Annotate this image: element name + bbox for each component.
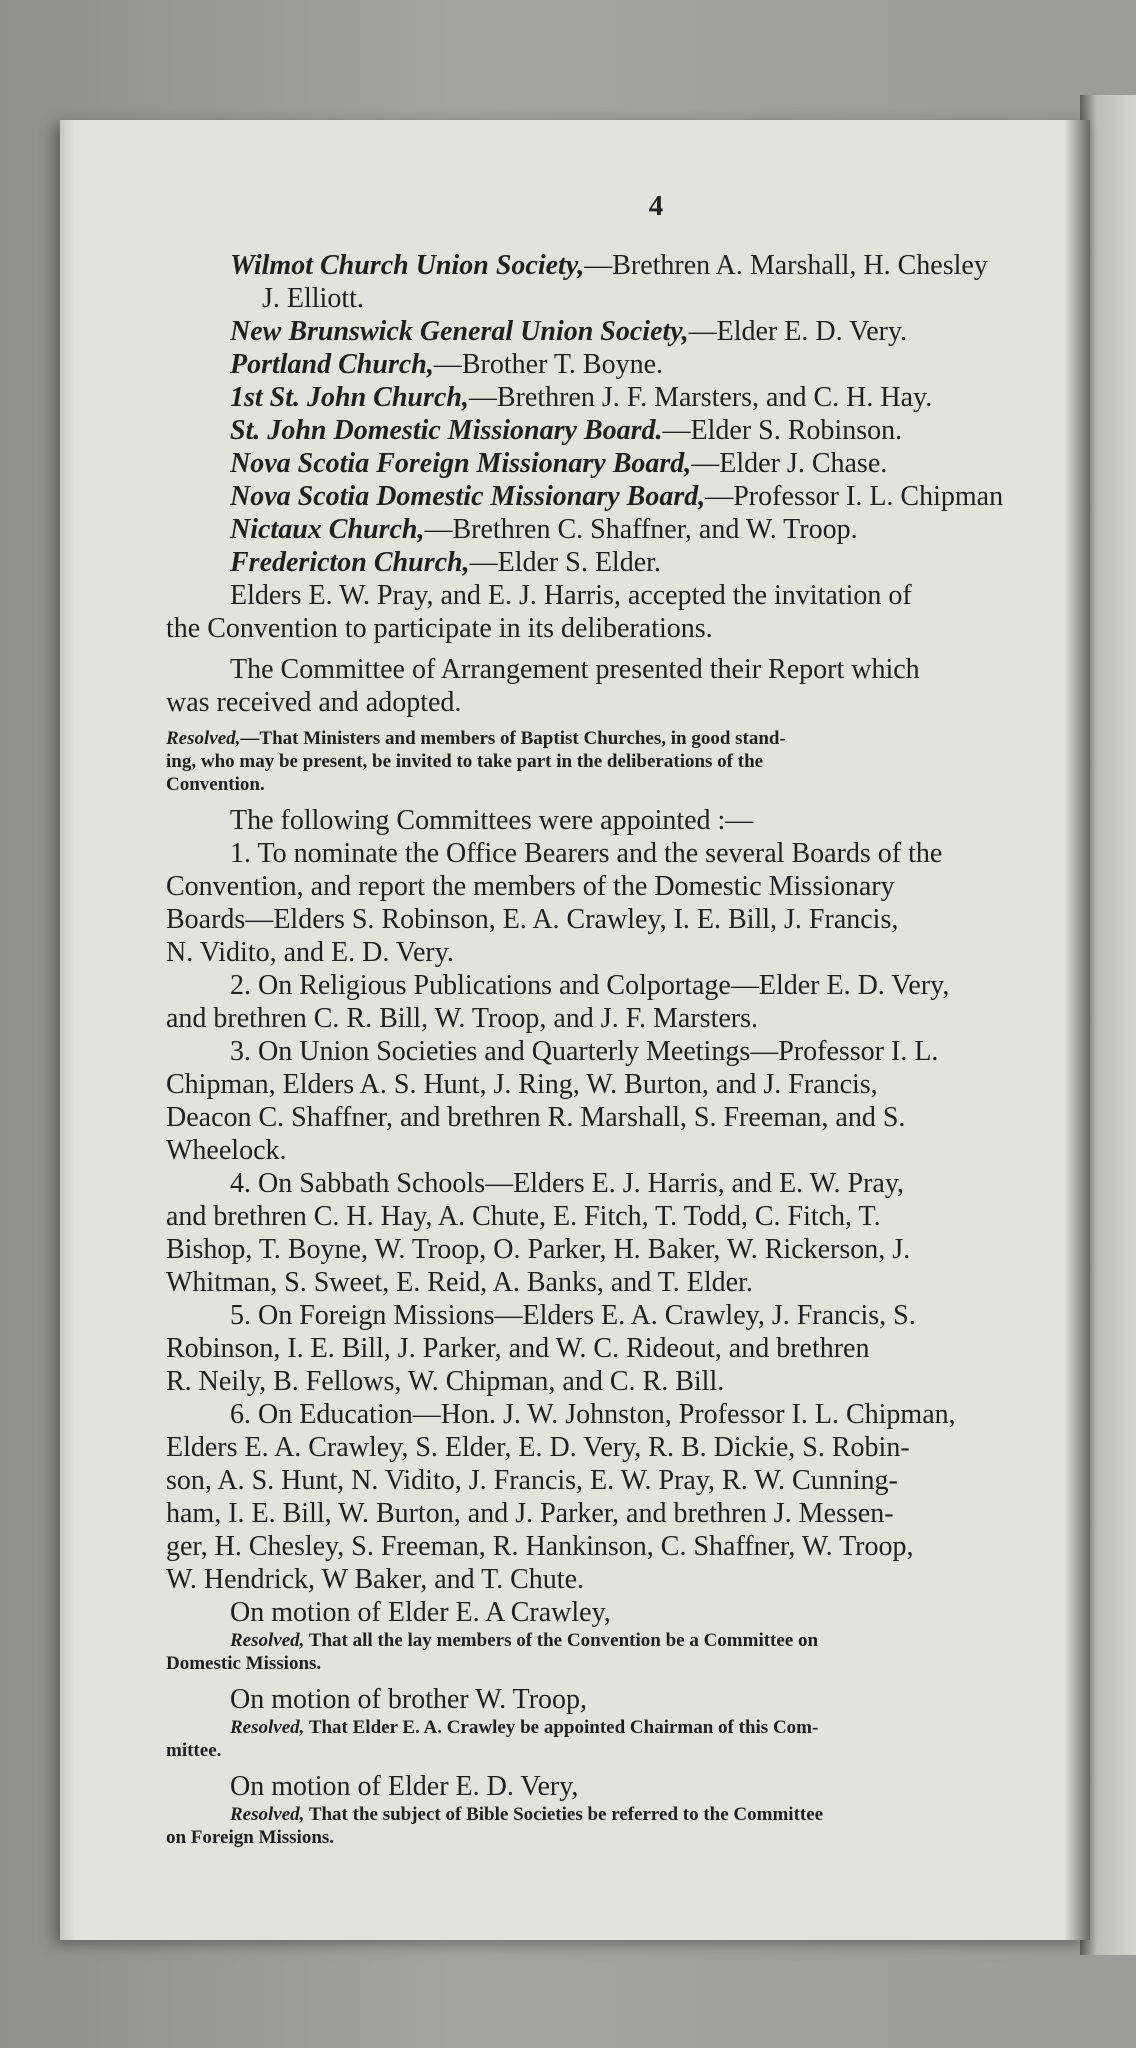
committee-line: Bishop, T. Boyne, W. Troop, O. Parker, H. Baker, W. Rickerson, J. — [166, 1234, 911, 1265]
motion-line: On motion of Elder E. D. Very, — [230, 1771, 579, 1802]
delegate-line: 1st St. John Church,—Brethren J. F. Marsters, and C. H. Hay. — [230, 382, 933, 413]
resolution-line: Resolved, That Elder E. A. Crawley be appointed Chairman of this Com- — [230, 1717, 819, 1738]
committees-intro: The following Committees were appointed :— — [230, 805, 754, 836]
committee-line: R. Neily, B. Fellows, W. Chipman, and C. R. Bill. — [166, 1366, 725, 1397]
committee-line: Boards—Elders S. Robinson, E. A. Crawley, I. E. Bill, J. Francis, — [166, 904, 899, 935]
resolution-line: Resolved, That all the lay members of the Convention be a Committee on — [230, 1630, 819, 1651]
page-edge — [60, 120, 76, 1940]
page-text — [166, 190, 1086, 1849]
committee-line: 5. On Foreign Missions—Elders E. A. Crawley, J. Francis, S. — [230, 1300, 916, 1331]
page-number: 4 — [648, 190, 664, 222]
paragraph-line: was received and adopted. — [166, 687, 462, 718]
resolution-line: Domestic Missions. — [166, 1653, 322, 1674]
committee-line: son, A. S. Hunt, N. Vidito, J. Francis, E. W. Pray, R. W. Cunning- — [166, 1465, 898, 1496]
committee-line: Wheelock. — [166, 1135, 287, 1166]
delegate-line: New Brunswick General Union Society,—Elder E. D. Very. — [230, 316, 908, 347]
committee-line: N. Vidito, and E. D. Very. — [166, 937, 454, 968]
committee-line: 1. To nominate the Office Bearers and the several Boards of the — [230, 838, 943, 869]
delegate-line-cont: J. Elliott. — [262, 283, 364, 314]
committee-line: W. Hendrick, W Baker, and T. Chute. — [166, 1564, 585, 1595]
committee-line: Elders E. A. Crawley, S. Elder, E. D. Very, R. B. Dickie, S. Robin- — [166, 1432, 910, 1463]
resolution-line: Resolved,—That Ministers and members of Baptist Churches, in good stand- — [166, 728, 786, 749]
committee-line: 4. On Sabbath Schools—Elders E. J. Harris, and E. W. Pray, — [230, 1168, 904, 1199]
committee-line: and brethren C. R. Bill, W. Troop, and J. F. Marsters. — [166, 1003, 758, 1034]
committee-line: and brethren C. H. Hay, A. Chute, E. Fitch, T. Todd, C. Fitch, T. — [166, 1201, 881, 1232]
paragraph-line: Elders E. W. Pray, and E. J. Harris, accepted the invitation of — [230, 580, 912, 611]
committee-line: ger, H. Chesley, S. Freeman, R. Hankinson, C. Shaffner, W. Troop, — [166, 1531, 914, 1562]
motion-line: On motion of Elder E. A Crawley, — [230, 1597, 611, 1628]
resolution-line: Resolved, That the subject of Bible Societies be referred to the Committee — [230, 1804, 824, 1825]
resolution-line: ing, who may be present, be invited to take part in the deliberations of the — [166, 751, 764, 772]
delegate-line: Wilmot Church Union Society,—Brethren A. Marshall, H. Chesley — [230, 250, 988, 281]
committee-line: Deacon C. Shaffner, and brethren R. Marshall, S. Freeman, and S. — [166, 1102, 906, 1133]
paragraph-line: The Committee of Arrangement presented their Report which — [230, 654, 920, 685]
committee-line: 6. On Education—Hon. J. W. Johnston, Professor I. L. Chipman, — [230, 1399, 956, 1430]
resolution-line: on Foreign Missions. — [166, 1827, 335, 1848]
committee-line: Convention, and report the members of the Domestic Missionary — [166, 871, 895, 902]
committee-line: 2. On Religious Publications and Colportage—Elder E. D. Very, — [230, 970, 950, 1001]
delegate-line: Nova Scotia Domestic Missionary Board,—Professor I. L. Chipman — [230, 481, 1004, 512]
delegate-line: Nictaux Church,—Brethren C. Shaffner, and W. Troop. — [230, 514, 858, 545]
delegate-line: Nova Scotia Foreign Missionary Board,—Elder J. Chase. — [230, 448, 888, 479]
committee-line: Whitman, S. Sweet, E. Reid, A. Banks, and T. Elder. — [166, 1267, 753, 1298]
paragraph-line: the Convention to participate in its deliberations. — [166, 613, 713, 644]
motion-line: On motion of brother W. Troop, — [230, 1684, 588, 1715]
resolution-line: Convention. — [166, 774, 265, 795]
committee-line: ham, I. E. Bill, W. Burton, and J. Parker, and brethren J. Messen- — [166, 1498, 894, 1529]
delegate-line: Portland Church,—Brother T. Boyne. — [230, 349, 664, 380]
resolution-line: mittee. — [166, 1740, 222, 1761]
committee-line: Robinson, I. E. Bill, J. Parker, and W. C. Rideout, and brethren — [166, 1333, 870, 1364]
delegate-line: Fredericton Church,—Elder S. Elder. — [230, 547, 661, 578]
committee-line: 3. On Union Societies and Quarterly Meetings—Professor I. L. — [230, 1036, 939, 1067]
delegate-line: St. John Domestic Missionary Board.—Elder S. Robinson. — [230, 415, 903, 446]
committee-line: Chipman, Elders A. S. Hunt, J. Ring, W. Burton, and J. Francis, — [166, 1069, 878, 1100]
